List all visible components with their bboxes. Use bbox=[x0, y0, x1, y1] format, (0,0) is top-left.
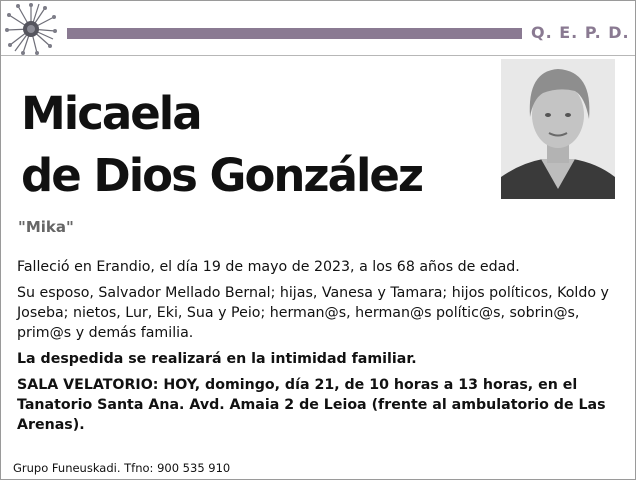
header-divider bbox=[1, 55, 635, 56]
funeral-home-contact: Grupo Funeuskadi. Tfno: 900 535 910 bbox=[13, 461, 231, 475]
wake-details: SALA VELATORIO: HOY, domingo, día 21, de 10 horas a 13 horas, en el Tanatorio Santa Ana. Avd. Amaia 2 de Leioa (frente al ambulatorio de Las Arenas). bbox=[17, 377, 606, 433]
farewell-note: La despedida se realizará en la intimidad familiar. bbox=[17, 351, 417, 367]
obituary-text bbox=[17, 257, 627, 441]
header-accent-bar bbox=[67, 28, 522, 39]
qepd-label: Q. E. P. D. bbox=[531, 23, 630, 42]
flower-ornament-icon bbox=[5, 3, 57, 55]
name-line-1: Micaela bbox=[21, 87, 201, 140]
death-notice: Falleció en Erandio, el día 19 de mayo de 2023, a los 68 años de edad. bbox=[17, 259, 520, 275]
deceased-name bbox=[21, 83, 422, 207]
portrait-illustration bbox=[501, 59, 615, 199]
name-line-2: de Dios González bbox=[21, 149, 423, 202]
portrait-photo bbox=[501, 59, 615, 199]
family-list: Su esposo, Salvador Mellado Bernal; hijas, Vanesa y Tamara; hijos políticos, Koldo y Joseba; nietos, Lur, Eki, Sua y Peio; herman@s, herman@s polític@s, sobrin@s, prim@s y demás familia. bbox=[17, 285, 609, 341]
nickname: "Mika" bbox=[18, 218, 74, 236]
